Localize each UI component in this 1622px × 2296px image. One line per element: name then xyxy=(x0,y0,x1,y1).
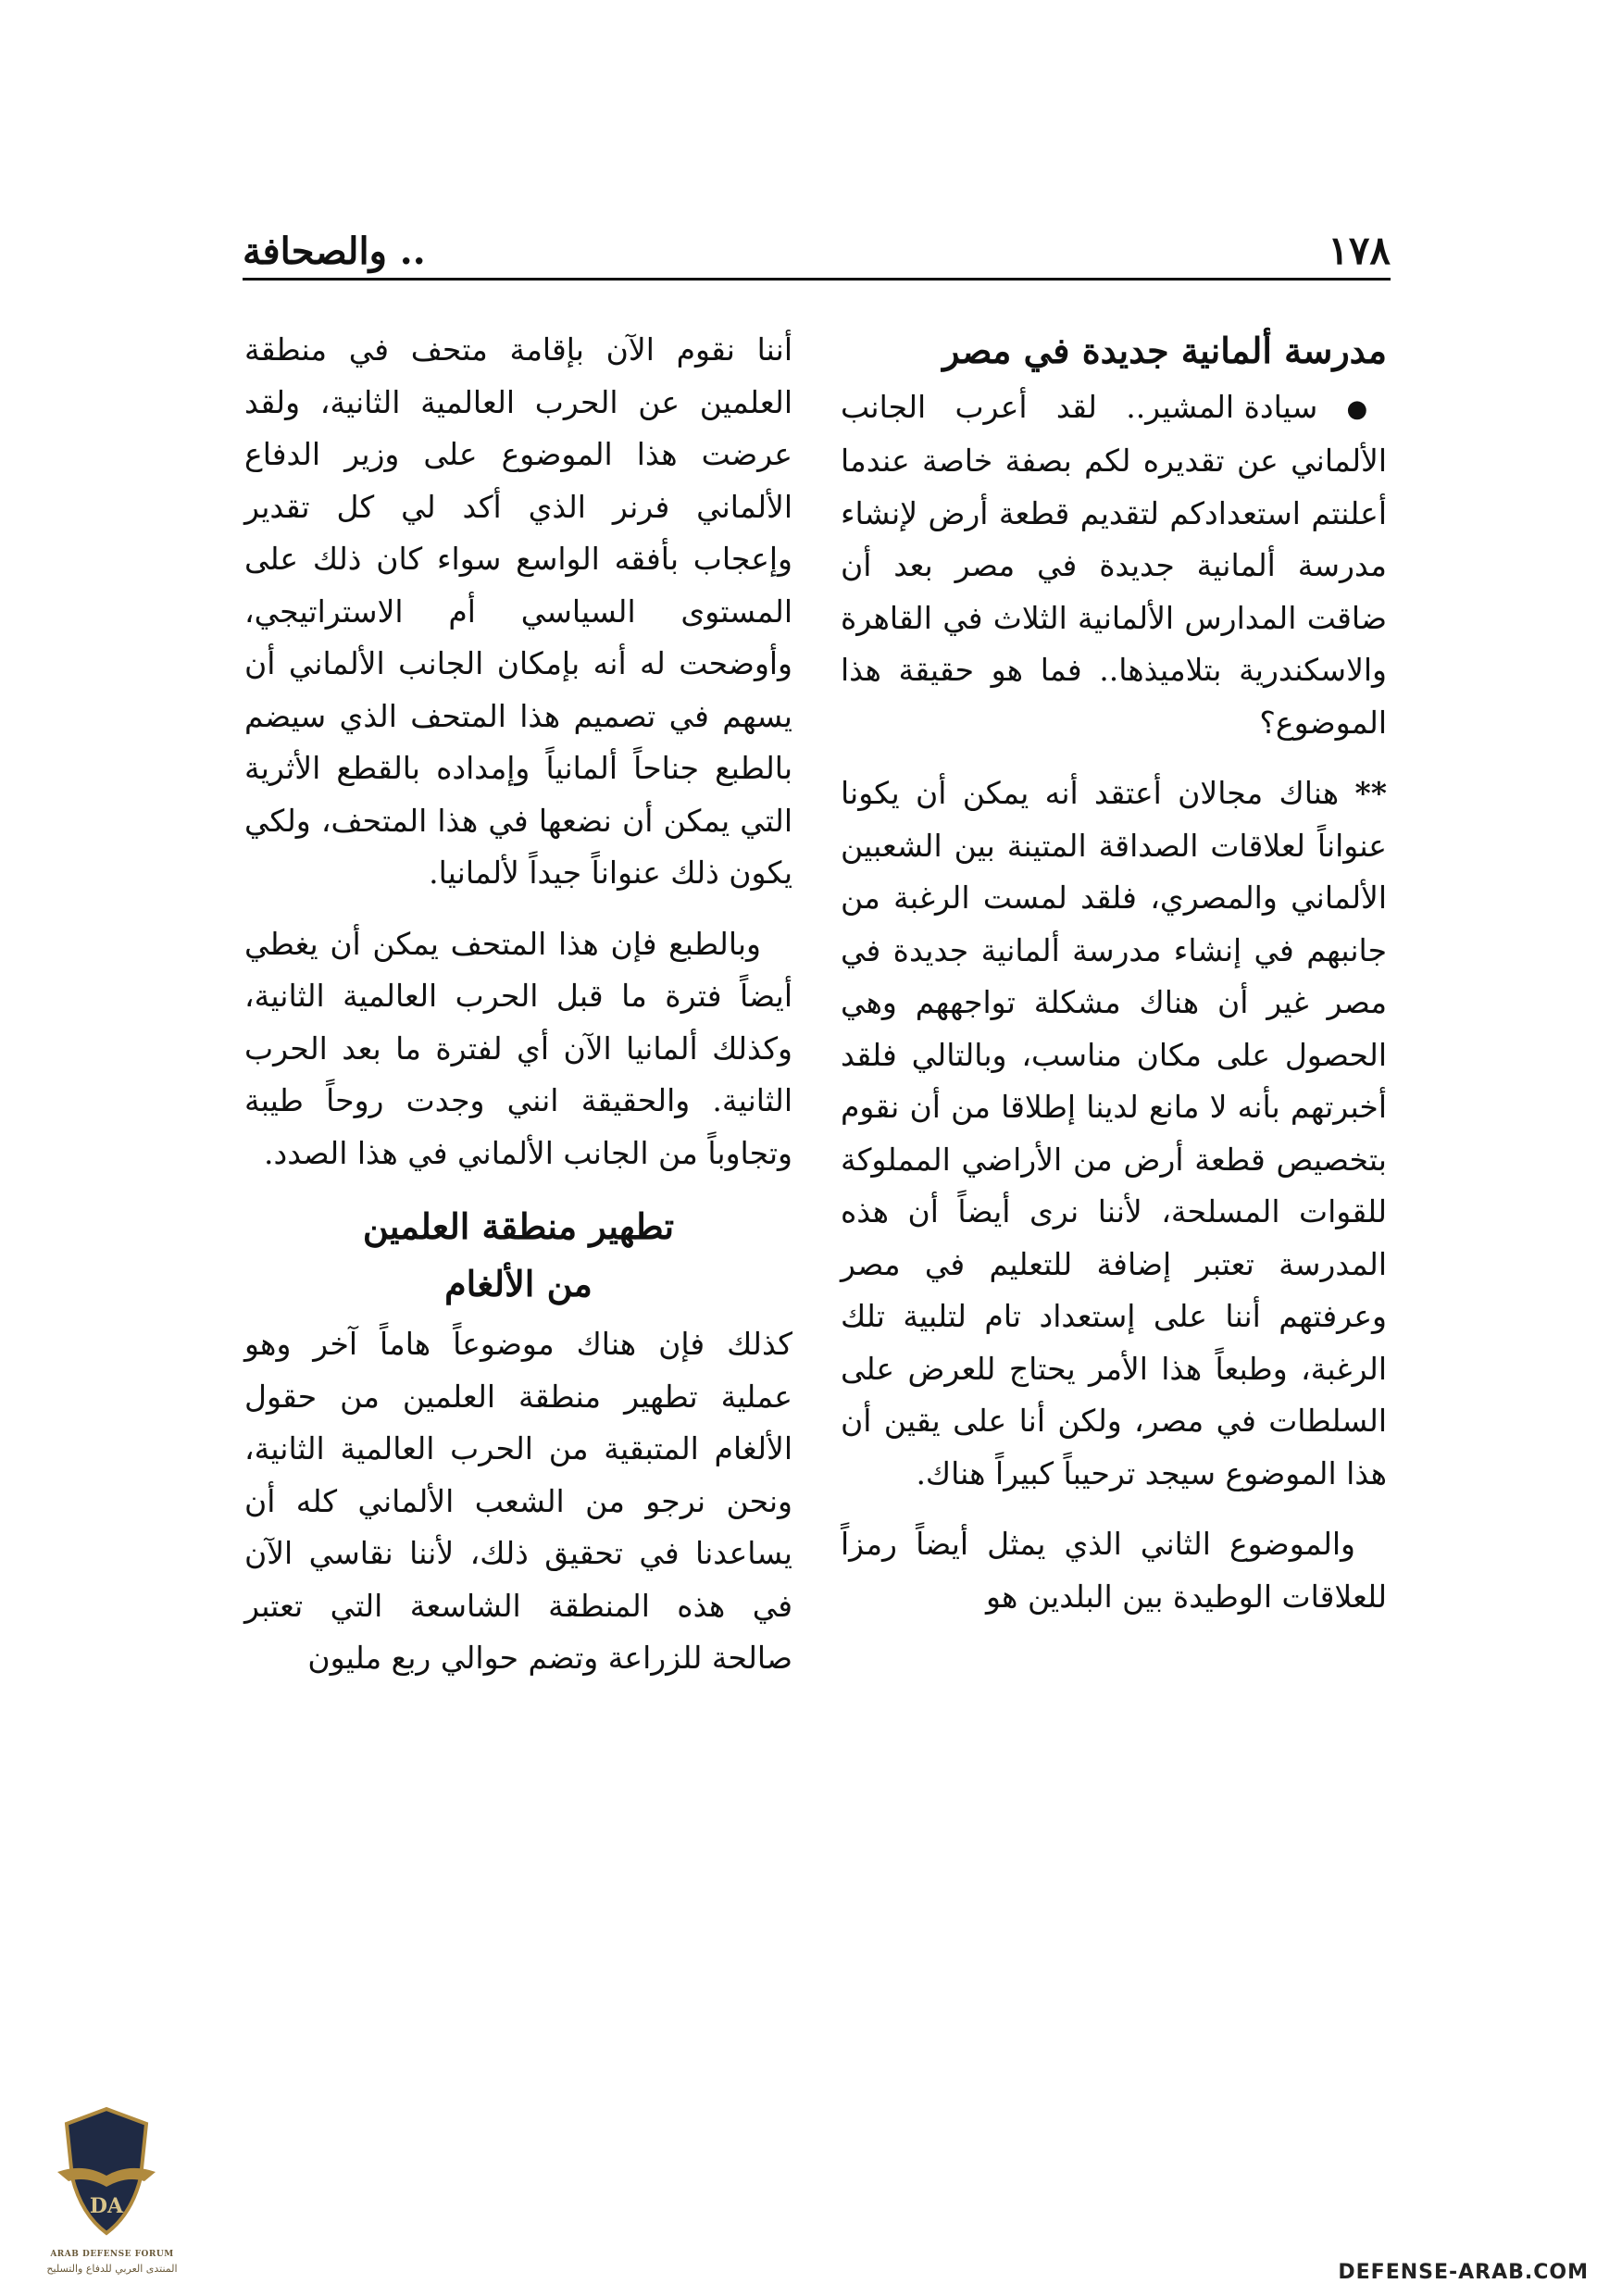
watermark-brand-ar: المنتدى العربي للدفاع والتسليح xyxy=(46,2263,178,2275)
answer-marker: ** xyxy=(1354,775,1387,812)
logo-initials: DA xyxy=(89,2194,124,2218)
museum-paragraph: أننا نقوم الآن بإقامة متحف في منطقة العلمين عن الحرب العالمية الثانية، ولقد عرضت هذا الموضوع على وزير الدفاع الألماني فرنر الذي أكد لي كل تقدير وإعجاب بأفقه الواسع سواء كان ذلك على المستوى السياسي أم الاستراتيجي، وأوضحت له أنه بإمكان الجانب الألماني أن يسهم في تصميم هذا المتحف الذي سيضم بالطبع جناحاً ألمانياً وإمداده بالقطع الأثرية التي يمكن أن نضعها في هذا المتحف، ولكي يكون ذلك عنواناً جيداً لألمانيا. xyxy=(244,331,792,891)
page-number: ١٧٨ xyxy=(1328,228,1391,273)
section-heading-mine-clearing xyxy=(244,1198,792,1313)
answer-paragraph xyxy=(841,767,1387,1500)
right-column xyxy=(841,324,1387,1641)
question-text: سيادة المشير.. لقد أعرب الجانب الألماني عن تقديره لكم بصفة خاصة عندما أعلنتم استعدادكم لتقديم قطعة أرض لإنشاء مدرسة ألمانية جديدة في مصر بعد أن ضاقت المدارس الألمانية الثلاث في القاهرة والاسكندرية بتلاميذها.. فما هو حقيقة هذا الموضوع؟ xyxy=(841,389,1387,741)
museum-scope-paragraph: وبالطبع فإن هذا المتحف يمكن أن يغطي أيضاً فترة ما قبل الحرب العالمية الثانية، وكذلك ألمانيا الآن أي لفترة ما بعد الحرب الثانية. والحقيقة انني وجدت روحاً طيبة وتجاوباً من الجانب الألماني في هذا الصدد. xyxy=(244,925,792,1171)
running-header xyxy=(243,208,1391,273)
running-title: .. والصحافة xyxy=(243,230,426,273)
watermark-brand-en: ARAB DEFENSE FORUM xyxy=(50,2250,174,2259)
arab-defense-forum-shield-icon xyxy=(56,2103,157,2242)
mine-clearing-paragraph: كذلك فإن هناك موضوعاً هاماً آخر وهو عملية تطهير منطقة العلمين من حقول الألغام المتبقية من الحرب العالمية الثانية، ونحن نرجو من الشعب الألماني كله أن يساعدنا في تحقيق ذلك، لأننا نقاسي الآن في هذه المنطقة الشاسعة التي تعتبر صالحة للزراعة وتضم حوالي ربع مليون xyxy=(244,1326,792,1676)
watermark-logo xyxy=(35,2103,178,2289)
bullet-icon: ● xyxy=(1346,394,1387,423)
section-heading-german-school: مدرسة ألمانية جديدة في مصر xyxy=(942,330,1387,371)
closing-paragraph: والموضوع الثاني الذي يمثل أيضاً رمزاً للعلاقات الوطيدة بين البلدين هو xyxy=(841,1526,1387,1615)
section-heading-line-1: تطهير منطقة العلمين xyxy=(362,1205,675,1247)
section-heading-line-2: من الألغام xyxy=(444,1263,593,1304)
watermark-site: DEFENSE-ARAB.COM xyxy=(1338,2261,1589,2284)
question-paragraph xyxy=(841,381,1387,749)
answer-text: هناك مجالان أعتقد أنه يمكن أن يكونا عنواناً لعلاقات الصداقة المتينة بين الشعبين الألماني والمصري، فلقد لمست الرغبة من جانبهم في إنشاء مدرسة ألمانية جديدة في مصر غير أن هناك مشكلة تواجههم وهي الحصول على مكان مناسب، وبالتالي فلقد أخبرتهم بأنه لا مانع لدينا إطلاقا من أن نقوم بتخصيص قطعة أرض من الأراضي المملوكة للقوات المسلحة، لأننا نرى أيضاً أن هذه المدرسة تعتبر إضافة للتعليم في مصر وعرفتهم أننا على إستعداد تام لتلبية تلك الرغبة، وطبعاً هذا الأمر يحتاج للعرض على السلطات في مصر، ولكن أنا على يقين أن هذا الموضوع سيجد ترحيباً كبيراً هناك. xyxy=(841,775,1387,1491)
header-rule xyxy=(243,278,1391,281)
left-column xyxy=(244,324,792,1703)
